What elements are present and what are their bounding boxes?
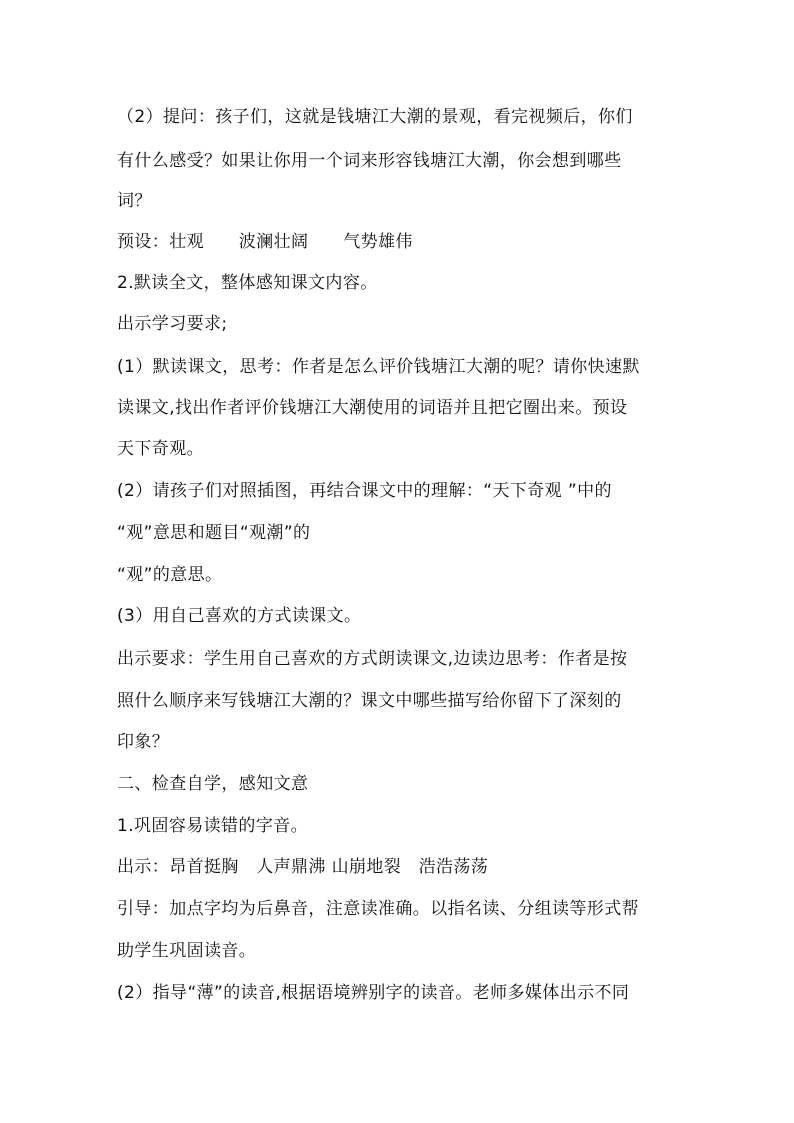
text-line: 预设：壮观 波澜壮阔 气势雄伟 [117,232,413,252]
text-line: 照什么顺序来写钱塘江大潮的？课文中哪些描写给你留下了深刻的 [117,691,622,711]
text-line: 出示：昂首挺胸 人声鼎沸 山崩地裂 浩浩荡荡 [117,857,489,877]
text-line: (2）请孩子们对照插图，再结合课文中的理解：“天下奇观 ”中的 [117,481,612,501]
text-line: 引导：加点字均为后鼻音，注意读准确。以指名读、分组读等形式帮 [117,899,639,919]
text-line: 天下奇观。 [117,439,204,459]
text-line: “观”的意思。 [117,565,223,585]
text-line: (3）用自己喜欢的方式读课文。 [117,606,362,626]
text-line: 出示学习要求; [117,314,228,334]
text-line: 二、检查自学，感知文意 [117,774,309,794]
text-line: （2）提问：孩子们，这就是钱塘江大潮的景观，看完视频后，你们 [117,107,633,127]
text-line: 词？ [117,191,152,211]
text-line: 出示要求：学生用自己喜欢的方式朗读课文,边读边思考：作者是按 [117,649,628,669]
text-line: 印象？ [117,732,170,752]
text-line: (1）默读课文，思考：作者是怎么评价钱塘江大潮的呢？请你快速默 [117,357,640,377]
text-line: 2.默读全文，整体感知课文内容。 [117,273,378,293]
text-line: 有什么感受？如果让你用一个词来形容钱塘江大潮，你会想到哪些 [117,151,622,171]
text-line: 1.巩固容易读错的字音。 [117,816,309,836]
text-line: 读课文,找出作者评价钱塘江大潮使用的词语并且把它圈出来。预设 [117,398,628,418]
text-line: (2）指导“薄”的读音,根据语境辨别字的读音。老师多媒体出示不同 [117,983,630,1003]
text-line: 助学生巩固读音。 [117,941,257,961]
text-line: “观”意思和题目“观潮”的 [117,523,311,543]
